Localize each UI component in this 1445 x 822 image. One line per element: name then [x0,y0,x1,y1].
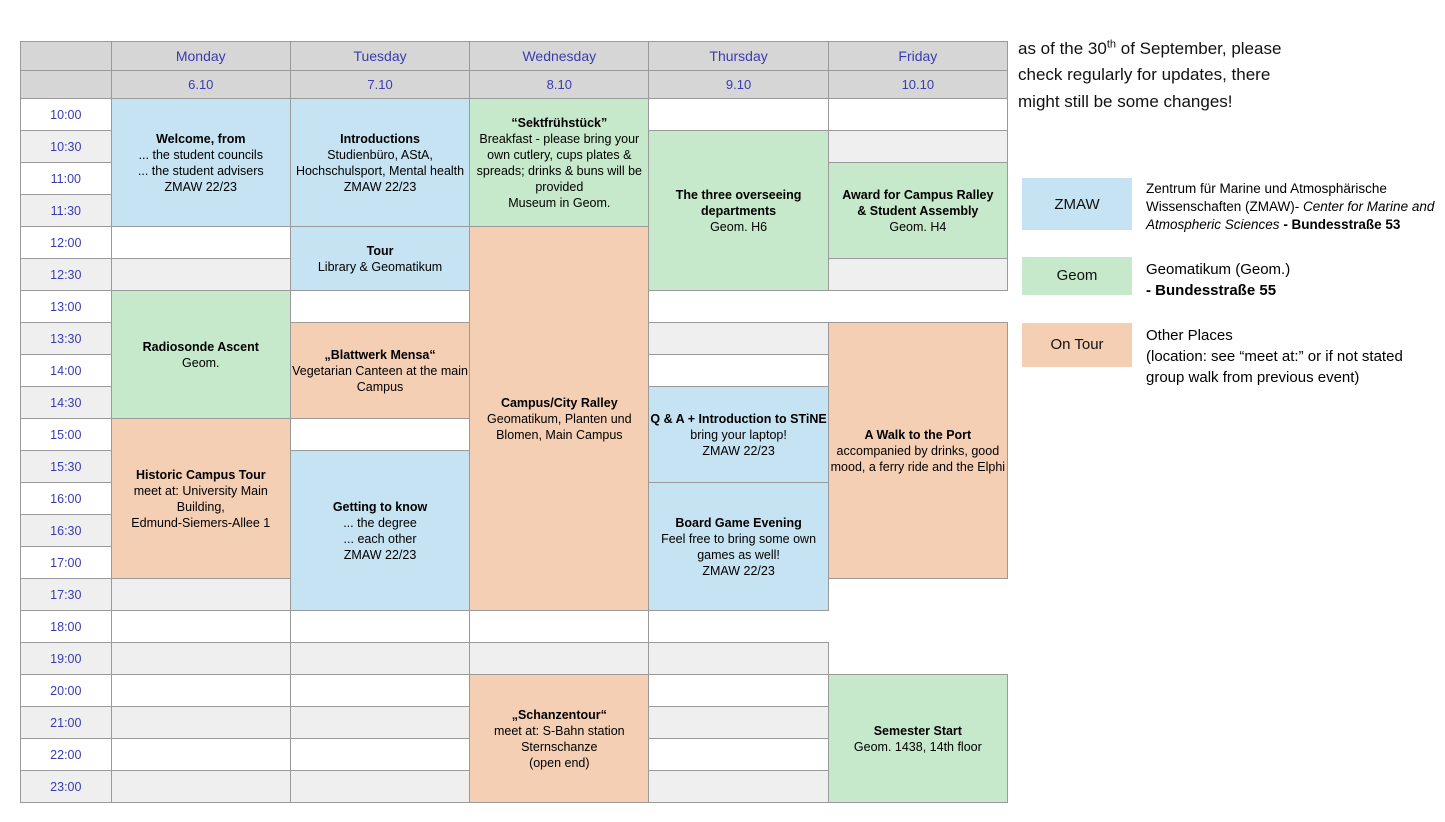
empty-slot [290,739,469,771]
time-label: 11:00 [21,163,112,195]
event-title: Award for Campus Ralley [842,187,994,202]
event-line: (open end) [529,755,590,770]
legend-chip-zmaw: ZMAW [1022,178,1132,230]
header-day-tuesday: Tuesday [290,42,469,71]
legend-item-zmaw [1022,178,1442,235]
empty-slot [290,611,469,643]
empty-slot [649,771,828,803]
event-title: Welcome, from [156,131,246,146]
time-label: 17:30 [21,579,112,611]
note-line-2: check regularly for updates, there [1018,65,1271,85]
empty-slot [111,707,290,739]
event-line: ... the student advisers [137,163,264,178]
event-line: ZMAW 22/23 [702,443,775,458]
event-title: Board Game Evening [675,515,802,530]
time-label: 16:00 [21,483,112,515]
time-label: 18:00 [21,611,112,643]
empty-slot [828,131,1007,163]
event-line: ... the degree [343,515,417,530]
empty-slot [470,643,649,675]
event-semester-start [828,675,1007,803]
time-label: 13:00 [21,291,112,323]
empty-slot [290,643,469,675]
legend-text-plain: Zentrum für Marine und Atmosphärische Wissenschaften (ZMAW)- [1146,181,1387,215]
event-title: A Walk to the Port [864,427,972,442]
event-line: Geom. [182,355,220,370]
table-row [21,675,1008,707]
event-award-campus-ralley [828,163,1007,259]
event-line: Geom. H4 [889,219,947,234]
legend-text-line-3: group walk from previous event) [1146,368,1360,386]
header-day-friday: Friday [828,42,1007,71]
event-sektfruehstueck [470,99,649,227]
event-welcome [111,99,290,227]
time-label: 14:30 [21,387,112,419]
event-title: Introductions [340,131,420,146]
time-label: 14:00 [21,355,112,387]
note-line-1-post: of September, please [1116,39,1282,58]
legend-chip-geom: Geom [1022,257,1132,295]
empty-slot [649,739,828,771]
empty-slot [111,675,290,707]
time-label: 22:00 [21,739,112,771]
empty-slot [649,707,828,739]
event-line: Geomatikum, Planten und Blomen, Main Campus [487,411,632,442]
event-historic-campus-tour [111,419,290,579]
table-row [21,643,1008,675]
event-title: “Sektfrühstück” [511,115,608,130]
header-day-monday: Monday [111,42,290,71]
header-corner [21,42,112,71]
header-date-tuesday: 7.10 [290,71,469,99]
empty-slot [111,227,290,259]
event-title: Tour [366,243,394,258]
legend-text-zmaw [1146,178,1442,235]
event-line: ... the student councils [138,147,263,162]
event-line: Hochschulsport, Mental health [295,163,465,178]
event-line: meet at: University Main Building, [133,483,268,514]
empty-slot [111,611,290,643]
time-label: 19:00 [21,643,112,675]
empty-slot [111,579,290,611]
time-label: 12:30 [21,259,112,291]
time-label: 15:00 [21,419,112,451]
empty-slot [649,643,828,675]
time-label: 21:00 [21,707,112,739]
header-day-thursday: Thursday [649,42,828,71]
header-date-thursday: 9.10 [649,71,828,99]
empty-slot [290,675,469,707]
event-introductions [290,99,469,227]
event-campus-city-ralley [470,227,649,611]
header-date-wednesday: 8.10 [470,71,649,99]
event-title: „Blattwerk Mensa“ [324,347,436,362]
event-radiosonde-ascent [111,291,290,419]
event-line: Geom. H6 [710,219,768,234]
empty-slot [111,771,290,803]
time-label: 23:00 [21,771,112,803]
event-title: Semester Start [873,723,962,738]
note-line-3: might still be some changes! [1018,91,1233,111]
event-line: ZMAW 22/23 [343,547,417,562]
note-line-1-pre: as of the 30 [1018,39,1107,58]
legend-text-bold: - Bundesstraße 53 [1279,217,1401,233]
event-line: ZMAW 22/23 [164,179,238,194]
legend [1022,178,1442,410]
header-date-friday: 10.10 [828,71,1007,99]
empty-slot [290,291,469,323]
event-line: Museum in Geom. [508,195,611,210]
empty-slot [111,259,290,291]
event-getting-to-know [290,451,469,611]
empty-slot [470,611,649,643]
update-note [1018,36,1438,115]
legend-text-bold: - Bundesstraße 55 [1146,281,1277,299]
time-label: 12:00 [21,227,112,259]
header-date-monday: 6.10 [111,71,290,99]
event-title: Historic Campus Tour [135,467,266,482]
legend-item-on-tour [1022,323,1442,388]
legend-chip-on-tour: On Tour [1022,323,1132,367]
empty-slot [649,675,828,707]
event-walk-to-port [828,323,1007,579]
event-title: Getting to know [332,499,428,514]
legend-item-geom [1022,257,1442,301]
time-label: 10:00 [21,99,112,131]
event-line: Breakfast - please bring your own cutlery, cups plates & spreads; drinks & buns will be provided [476,131,642,194]
event-line: accompanied by drinks, good mood, a ferry ride and the Elphi [830,443,1006,474]
header-corner-2 [21,71,112,99]
legend-text-plain: Geomatikum (Geom.) [1146,260,1291,278]
event-board-game-evening [649,483,828,611]
event-line: Geom. 1438, 14th floor [853,739,982,754]
empty-slot [828,99,1007,131]
event-line: Library & Geomatikum [317,259,443,274]
event-three-departments [649,131,828,291]
event-tour [290,227,469,291]
event-title: The three overseeing departments [675,187,802,218]
legend-text-line-2: (location: see “meet at:” or if not stated [1146,347,1403,365]
event-line: ZMAW 22/23 [702,563,775,578]
time-label: 15:30 [21,451,112,483]
legend-text-on-tour [1146,323,1403,388]
table-row [21,611,1008,643]
time-label: 11:30 [21,195,112,227]
header-row-dates [21,71,1008,99]
event-title: Campus/City Ralley [500,395,618,410]
event-line: ... each other [343,531,417,546]
event-line: meet at: S-Bahn station Sternschanze [493,723,625,754]
empty-slot [290,771,469,803]
table-row [21,99,1008,131]
event-line: Vegetarian Canteen at the main Campus [292,363,468,394]
event-line: Edmund-Siemers-Allee 1 [131,515,271,530]
event-qa-stine [649,387,828,483]
event-line: bring your laptop! [690,427,787,442]
empty-slot [649,323,828,355]
header-day-wednesday: Wednesday [470,42,649,71]
empty-slot [111,643,290,675]
time-label: 16:30 [21,515,112,547]
event-title: Q & A + Introduction to STiNE [650,411,827,426]
event-line: Feel free to bring some own games as well! [661,531,817,562]
legend-text-plain: Other Places [1146,326,1233,344]
time-label: 17:00 [21,547,112,579]
empty-slot [649,99,828,131]
event-schanzentour [470,675,649,803]
event-line: Studienbüro, AStA, [327,147,433,162]
weekly-timetable [20,41,1008,803]
empty-slot [290,707,469,739]
empty-slot [111,739,290,771]
empty-slot [649,355,828,387]
time-label: 10:30 [21,131,112,163]
legend-text-italic: Center for Marine and Atmospheric Sciences [1146,199,1435,233]
empty-slot [828,259,1007,291]
header-row-days [21,42,1008,71]
note-ordinal-suffix: th [1106,38,1117,51]
time-label: 13:30 [21,323,112,355]
event-line: ZMAW 22/23 [343,179,417,194]
time-label: 20:00 [21,675,112,707]
event-title: „Schanzentour“ [511,707,607,722]
event-subtitle: & Student Assembly [857,203,979,218]
legend-text-geom [1146,257,1290,301]
event-title: Radiosonde Ascent [142,339,259,354]
event-blattwerk-mensa [290,323,469,419]
